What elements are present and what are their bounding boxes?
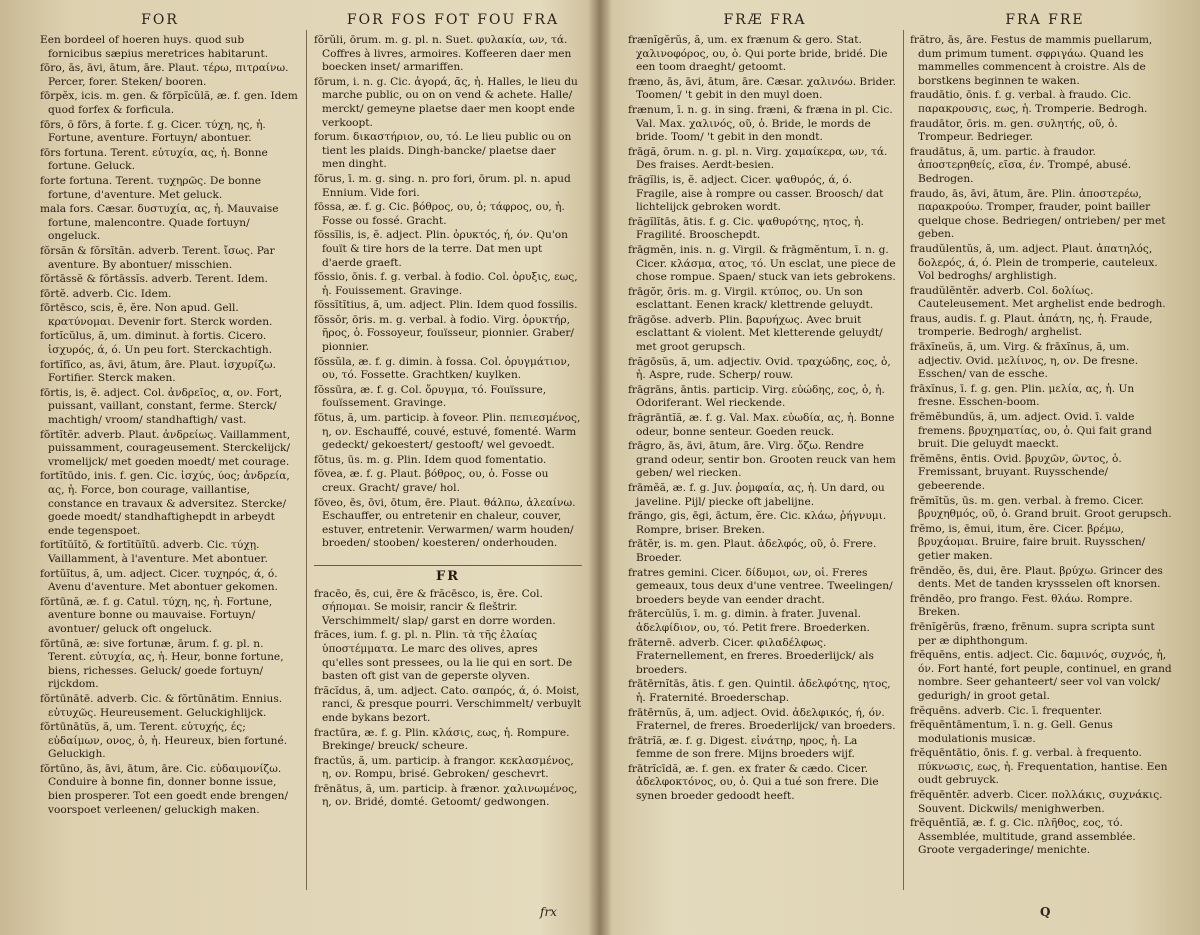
dictionary-entry: frāgro, ās, āvi, ātum, āre. Virg. ὄζω. Rendre grand odeur, sentir bon. Grooten reuck van hem geben/ wel riecken. [628, 440, 896, 480]
dictionary-entry: fraudo, ās, āvi, ātum, āre. Plin. ἀποστερέω, παρακρούω. Tromper, frauder, point bailler quelque chose. Bedriegen/ ontrieben/ per met geben. [910, 187, 1166, 241]
dictionary-entry: frāxĭneŭs, ă, um. Virg. & frāxĭnus, ă, um. adjectiv. Ovid. μελίινος, η, ον. De fresne. Esschen/ van de essche. [910, 341, 1139, 381]
dictionary-entry: fŏrtĭtĕr. adverb. Plaut. ἀνδρείως. Vaillamment, puissamment, courageusement. Sterckelijck/ vromelijck/ met goeden moedt/ met courage. [40, 428, 291, 468]
dictionary-entry: frēnātus, ă, um. particip. à frænor. χαλινωμένος, η, ον. Bridé, domté. Getoomt/ gedwongen. [314, 782, 578, 809]
dictionary-entry: frăgĭlĭtās, ātis. f. g. Cic. ψαθυρότης, ητος, ἡ. Fragilité. Brooschepdt. [628, 215, 864, 242]
section-heading: FR [314, 565, 582, 584]
header-right-outer: FRA FRE [1005, 12, 1085, 28]
dictionary-entry: fortĭcŭlus, ă, um. diminut. à fortis. Cicero. ἰσχυρός, ά, ό. Un peu fort. Sterckachtigh. [40, 330, 273, 357]
dictionary-entry: frĕquēntāmentum, ī. n. g. Gell. Genus modulationis musicæ. [910, 719, 1113, 745]
column-rule-left [306, 30, 307, 890]
dictionary-entry: fortĭfĭco, as, āvi, ātum, āre. Plaut. ἰσχυρίζω. Fortifier. Sterck maken. [40, 358, 276, 385]
dictionary-entry: fōro, ās, āvi, ātum, āre. Plaut. τέρω, πιτραίνω. Percer, forer. Steken/ booren. [40, 62, 289, 88]
dictionary-entry: frĕquēns. adverb. Cic. ī. frequenter. [910, 704, 1103, 717]
signature-mark: Q [1040, 905, 1051, 919]
dictionary-entry: frēnĭgĕrŭs, fræno, frēnum. supra scripta sunt per æ diphthongum. [910, 620, 1155, 647]
dictionary-entry: frāgmĕn, inis. n. g. Virgil. & frāgmĕntum, ī. n. g. Cicer. κλάσμα, ατος, τό. Un esclat, une piece de chose rompue. Spaen/ stuck van iets gebrokens. [628, 243, 896, 284]
dictionary-entry: fræno, ās, āvi, ātum, āre. Cæsar. χαλινόω. Brider. Toomen/ 't gebit in den muyl doen. [628, 75, 896, 102]
dictionary-entry: frænum, ī. n. g. in sing. fræni, & fræna in pl. Cic. Val. Max. χαλινός, οῦ, ὁ. Bride, le mords de bride. Toom/ 't gebit in den mondt. [628, 103, 893, 144]
dictionary-entry: frātērnŭs, ă, um. adject. Ovid. ἀδελφικός, ή, όν. Fraternel, de freres. Broederlijck/ van broeders. [628, 706, 896, 733]
column-4 [910, 34, 1172, 914]
dictionary-entry: fortĭtūdo, inis. f. gen. Cic. ἰσχύς, ύος; ἀνδρεία, ας, ἡ. Force, bon courage, vaillantise, constance en travaux & adversitez. Stercke/ goede moedt/ standhaftighepdt in arbeydt ende tegenspoet. [40, 470, 290, 537]
dictionary-entry: frĕmēns, ēntis. Ovid. βρυχῶν, ῶντος, ὁ. Fremissant, bruyant. Ruysschende/ gebeerende. [910, 452, 1122, 492]
dictionary-entry: fŏssūra, æ. f. g. Col. ὄρυγμα, τό. Fouïssure, fouïssement. Gravinge. [314, 383, 547, 410]
dictionary-entry: fractūra, æ. f. g. Plin. κλάσις, εως, ἡ. Rompure. Brekinge/ breuck/ scheure. [314, 726, 570, 753]
dictionary-entry: frĕquēntĕr. adverb. Cicer. πολλάκις, συχνάκις. Souvent. Dickwils/ menighwerben. [910, 789, 1163, 815]
dictionary-entry: fraudātus, ă, um. partic. à fraudor. ἀποστερηθείς, εῖσα, έν. Trompé, abusé. Bedrogen. [910, 145, 1132, 185]
dictionary-entry: frāgă, ōrum. n. g. pl. n. Virg. χαμαίκερα, ων, τά. Des fraises. Aerdt-besien. [628, 145, 888, 172]
dictionary-entry: fŏssĭlis, is, ĕ. adject. Plin. ὀρυκτός, ή, όν. Qu'on fouït & tire hors de la terre. Dat men upt d'aerde graeft. [314, 229, 568, 269]
dictionary-entry: forte fortuna. Terent. τυχηρῶς. De bonne fortune, d'aventure. Met geluck. [40, 174, 262, 201]
dictionary-entry: fōrs fortuna. Terent. εὐτυχία, ας, ἡ. Bonne fortune. Geluck. [40, 146, 268, 173]
dictionary-entry: frænĭgĕrŭs, ă, um. ex frænum & gero. Stat. χαλινοφόρος, ου, ὁ. Qui porte bride, bridé. Die een toom draeght/ getoomt. [628, 34, 888, 74]
dictionary-entry: frăces, ium. f. g. pl. n. Plin. τὰ τῆς ἐλαίας ὑποστέμματα. Le marc des olives, apres qu'elles sont pressees, ou la lie qui en sort. De basten oft gist van de geperste olyven. [314, 629, 573, 683]
dictionary-entry: frăgĭlis, is, ĕ. adject. Cicer. ψαθυρός, ά, ό. Fragile, aise à rompre ou casser. Broosch/ dat lichtelijck gebroken wordt. [628, 173, 884, 214]
book-gutter [588, 0, 612, 935]
dictionary-entry: frēndēo, pro frango. Fest. θλάω. Rompre. Breken. [910, 592, 1133, 619]
dictionary-entry: frăgōsŭs, ă, um. adjectiv. Ovid. τραχώδης, εος, ὁ, ἡ. Aspre, rude. Scherp/ rouw. [628, 355, 891, 382]
dictionary-entry: fŏrtūnātŭs, ă, um. Terent. εὐτυχής, ές; εὐδαίμων, ονος, ὁ, ἡ. Heureux, bien fortuné. Geluckigh. [40, 721, 288, 761]
dictionary-entry: frăgrāntĭă, æ. f. g. Val. Max. εὐωδία, ας, ἡ. Bonne odeur, bonne senteur. Goeden reuck. [628, 412, 895, 438]
dictionary-entry: frāgrāns, āntis. particip. Virg. εὐώδης, εος, ὁ, ἡ. Odoriferant. Wel rieckende. [628, 383, 885, 410]
dictionary-entry: fŏrtūnātē. adverb. Cic. & fŏrtūnātim. Ennius. εὐτυχῶς. Heureusement. Geluckighlijck. [40, 692, 283, 719]
dictionary-entry: fŏrtūnă, æ. f. g. Catul. τύχη, ης, ἡ. Fortune, aventure bonne ou mauvaise. Fortuyn/ avontuer/ geluck oft ongeluck. [40, 595, 273, 635]
dictionary-entry: fōssa, æ. f. g. Cic. βόθρος, ου, ὁ; τάφρος, ου, ἡ. Fosse ou fossé. Gracht. [314, 201, 565, 227]
dictionary-entry: frāxĭnus, ī. f. g. gen. Plin. μελία, ας, ἡ. Un fresne. Esschen-boom. [910, 382, 1135, 409]
dictionary-entry: fŏveo, ēs, ōvi, ōtum, ēre. Plaut. θάλπω, ἀλεαίνω. Eschauffer, ou entretenir en chaleur, couver, estuver, entretenir. Verwarmen/ warm houden/ broeden/ stooben/ koesteren/ onderhouden. [314, 496, 576, 550]
dictionary-entry: fōrtĕ. adverb. Cic. Idem. [40, 287, 172, 300]
dictionary-entry: Een bordeel of hoeren huys. quod sub fornicibus sæpius meretrices habitarunt. [40, 34, 269, 60]
dictionary-entry: forum. δικαστήριον, ου, τό. Le lieu public ou on tient les plaids. Dingh-bancke/ plaetse daer men dinght. [314, 131, 572, 171]
dictionary-entry: fŏvea, æ. f. g. Plaut. βόθρος, ου, ὁ. Fosse ou creux. Gracht/ grave/ hol. [314, 468, 549, 494]
dictionary-entry: fŏrsăn & fŏrsĭtăn. adverb. Terent. ἴσως. Par aventure. By abontuer/ misschien. [40, 244, 275, 271]
catchword-left: frx [540, 905, 557, 919]
dictionary-entry: fŏrŭli, ōrum. m. g. pl. n. Suet. φυλακία, ων, τά. Coffres à livres, armoires. Koffeeren daer men boecken inset/ armariffen. [314, 34, 572, 74]
dictionary-entry: frătro, ās, āre. Festus de mammis puellarum, dum primum tument. σφριγάω. Quand les mammelles commencent à croistre. Als de borstkens beginnen te waken. [910, 34, 1153, 87]
dictionary-entry: fōrs, ō fōrs, ā forte. f. g. Cicer. τύχη, ης, ἡ. Fortune, aventure. Fortuyn/ abontuer. [40, 118, 266, 145]
dictionary-entry: frātercŭlŭs, ī. m. g. dimin. à frater. Juvenal. ἀδελφίδιον, ου, τό. Petit frere. Broederken. [628, 608, 870, 634]
dictionary-entry: fratres gemini. Cicer. δίδυμοι, ων, οἱ. Freres gemeaux, tous deux d'une ventree. Tweelingen/ broeders beyde van eender dracht. [628, 566, 893, 606]
dictionary-entry: frātĕr, is. m. gen. Plaut. ἀδελφός, οῦ, ὁ. Frere. Broeder. [628, 538, 877, 564]
dictionary-entry: fŏrtūno, ās, āvi, ātum, āre. Cic. εὐδαιμονίζω. Conduire à bonne fin, donner bonne issue, bien prosperer. Tot een goedt ende brengen/ voorspoet verleenen/ geluckigh maken. [40, 762, 289, 816]
column-2 [314, 34, 582, 914]
dictionary-entry: fracēo, ēs, cui, ēre & frăcēsco, is, ēre. Col. σήπομαι. Se moisir, rancir & fleštrir. Verschimmelt/ slap/ garst en dorre worden. [314, 587, 556, 627]
dictionary-entry: frĕquēntĭă, æ. f. g. Cic. πλῆθος, εος, τό. Assemblée, multitude, grand assemblée. Groote vergaderinge/ menichte. [910, 817, 1136, 857]
dictionary-entry: frāternē. adverb. Cicer. φιλαδέλφως. Fraternellement, en freres. Broederlijck/ als broeders. [628, 636, 874, 676]
dictionary-entry: fōrum, i. n. g. Cic. ἀγορά, ᾶς, ἡ. Halles, le lieu du marche public, ou on on vend & achete. Halle/ merckt/ gemeyne plaetse daer men koopt ende verkoopt. [314, 75, 578, 129]
dictionary-entry: fōrtis, is, ĕ. adject. Col. ἀνδρεῖος, α, ον. Fort, puissant, vaillant, constant, ferme. Sterck/ machtigh/ vroom/ standhaftigh/ vast. [40, 386, 283, 427]
dictionary-entry: frāmĕă, æ. f. g. Juv. ῥομφαία, ας, ἡ. Un dard, ou javeline. Pijl/ piecke oft jabelijne. [628, 482, 885, 508]
dictionary-entry: mala fors. Cæsar. δυστυχία, ας, ἡ. Mauvaise fortune, malencontre. Quade fortuyn/ ongeluck. [40, 203, 279, 243]
dictionary-entry: frĕmĭtŭs, ūs. m. gen. verbal. à fremo. Cicer. βρυχηθμός, οῦ, ὁ. Grand bruit. Groot gerupsch. [910, 494, 1172, 521]
dictionary-entry: fŏssĭtĭtius, ă, um. adject. Plin. Idem quod fossilis. [314, 299, 578, 312]
dictionary-entry: fŏssŏr, ōris. m. g. verbal. à fodio. Virg. ὀρυκτήρ, ῆρος, ὁ. Fossoyeur, fouïsseur, pionnier. Graber/ pionnier. [314, 313, 574, 354]
dictionary-entry: frĕquēntātio, ōnis. f. g. verbal. à frequento. πύκνωσις, εως, ἡ. Frequentation, hantise. Een oudt gebruyck. [910, 747, 1168, 787]
dictionary-entry: fŏssŭla, æ. f. g. dimin. à fossa. Col. ὀρυγμάτιον, ου, τό. Fossette. Grachtken/ kuylken. [314, 355, 571, 382]
dictionary-entry: frēndĕo, ēs, dui, ēre. Plaut. βρύχω. Grincer des dents. Met de tanden kryssselen oft knorsen. [910, 564, 1163, 591]
dictionary-entry: fraudātor, ōris. m. gen. συλητής, οῦ, ὁ. Trompeur. Bedrieger. [910, 117, 1118, 144]
dictionary-entry: fōrtēsco, scis, ĕ, ĕre. Non apud. Gell. κρατύνομαι. Devenir fort. Sterck worden. [40, 302, 273, 328]
dictionary-entry: fŏrtūnă, æ: sive fortunæ, ārum. f. g. pl. n. Terent. εὐτυχία, ας, ἡ. Heur, bonne fortune, biens, richesses. Geluck/ goede fortuyn/ rijckdom. [40, 637, 284, 691]
dictionary-entry: fŏssio, ōnis. f. g. verbal. à fodio. Col. ὀρυξις, εως, ἡ. Fouissement. Gravinge. [314, 271, 578, 297]
dictionary-entry: fraudŭlĕntĕr. adverb. Col. δολίως. Cauteleusement. Met arghelist ende bedrogh. [910, 284, 1166, 311]
dictionary-entry: fortĭtŭĭtŏ, & fortĭtŭĭtū. adverb. Cic. τύχῃ. Vaillamment, à l'aventure. Met abontuer. [40, 539, 268, 565]
dictionary-entry: frĕquēns, entis. adject. Cic. δαμινός, συχνός, ἡ, όν. Fort hanté, fort peuple, continuel, en grand nombre. Seer gehanteert/ seer vol van volck/ gedurigh/ in groot getal. [910, 649, 1172, 702]
dictionary-entry: fractŭs, ă, um. particip. à frangor. κεκλασμένος, η, ον. Rompu, brisé. Gebroken/ geschevrt. [314, 754, 574, 781]
dictionary-entry: fōrpĕx, icis. m. gen. & fōrpĭcŭlă, æ. f. gen. Idem quod forfex & forficula. [40, 90, 298, 116]
dictionary-entry: fraudŭlentŭs, ă, um. adject. Plaut. ἀπατηλός, δολερός, ά, ό. Plein de tromperie, cauteleux. Vol bedroghs/ arghlistigh. [910, 242, 1158, 283]
dictionary-entry: fraudātio, ōnis. f. g. verbal. à fraudo. Cic. παρακρουσις, εως, ἡ. Tromperie. Bedrogh. [910, 89, 1148, 115]
header-left-outer: FOR [141, 12, 179, 28]
dictionary-entry: frāgōse. adverb. Plin. βαρυήχως. Avec bruit esclattant & violent. Met kletterende geluydt/ met groot gerupsch. [628, 313, 883, 354]
dictionary-entry: fortŭĭtus, ă, um. adject. Cicer. τυχηρός, ά, ό. Avenu d'aventure. Met abontuer gekomen. [40, 567, 278, 594]
dictionary-entry: fŏrtāssĕ & fŏrtāssĭs. adverb. Terent. Idem. [40, 273, 268, 286]
header-right-inner: FRÆ FRA [723, 12, 807, 28]
dictionary-entry: fŏtus, ă, um. particip. à foveor. Plin. πεπιεσμένος, η, ον. Eschauffé, couvé, estuvé, fomenté. Warm gedeckt/ gekoestert/ gestooft/ wel gevoedt. [314, 412, 581, 452]
dictionary-entry: fŏtus, ūs. m. g. Plin. Idem quod fomentatio. [314, 453, 547, 466]
column-1 [40, 34, 298, 914]
dictionary-entry: fŏrus, ī. m. g. sing. n. pro fori, ōrum. pl. n. apud Ennium. Vide fori. [314, 172, 571, 199]
dictionary-entry: frĕmo, is, ēmui, itum, ĕre. Cicer. βρέμω, βρυχάομαι. Bruire, faire bruit. Ruysschen/ getier maken. [910, 522, 1146, 562]
header-left-inner: FOR FOS FOT FOU FRA [346, 12, 560, 28]
dictionary-entry: frăngo, gis, ēgi, āctum, ĕre. Cic. κλάω, ῥήγνυμι. Rompre, briser. Breken. [628, 510, 887, 536]
column-rule-right [903, 30, 904, 890]
dictionary-entry: frĕmĕbundŭs, ă, um. adject. Ovid. ī. valde fremens. βρυχηματίας, ου, ὁ. Qui fait grand bruit. Die geluydt maeckt. [910, 411, 1152, 451]
dictionary-entry: frăcĭdus, ă, um. adject. Cato. σαπρός, ά, ό. Moist, ranci, & presque pourri. Verschimmelt/ verbuylt ende bykans bezort. [314, 684, 582, 724]
dictionary-entry: frātērnĭtās, ātis. f. gen. Quintil. ἀδελφότης, ητος, ἡ. Fraternité. Broederschap. [628, 678, 891, 704]
dictionary-entry: frāgŏr, ōris. m. g. Virgil. κτύπος, ου. Un son esclattant. Eenen krack/ klettrende geluydt. [628, 285, 874, 312]
dictionary-entry: fraus, audis. f. g. Plaut. ἀπάτη, ης, ἡ. Fraude, tromperie. Bedrogh/ arghelist. [910, 312, 1153, 339]
column-3 [628, 34, 896, 914]
dictionary-entry: frātrĭcīdă, æ. f. gen. ex frater & cædo. Cicer. ἀδελφοκτόνος, ου, ὁ. Qui a tué son frere. Die synen broeder gedoodt heeft. [628, 762, 879, 803]
dictionary-entry: frātrĭă, æ. f. g. Digest. εἰνάτηρ, ηρος, ἡ. La femme de son frere. Mijns broeders wijf. [628, 734, 858, 761]
